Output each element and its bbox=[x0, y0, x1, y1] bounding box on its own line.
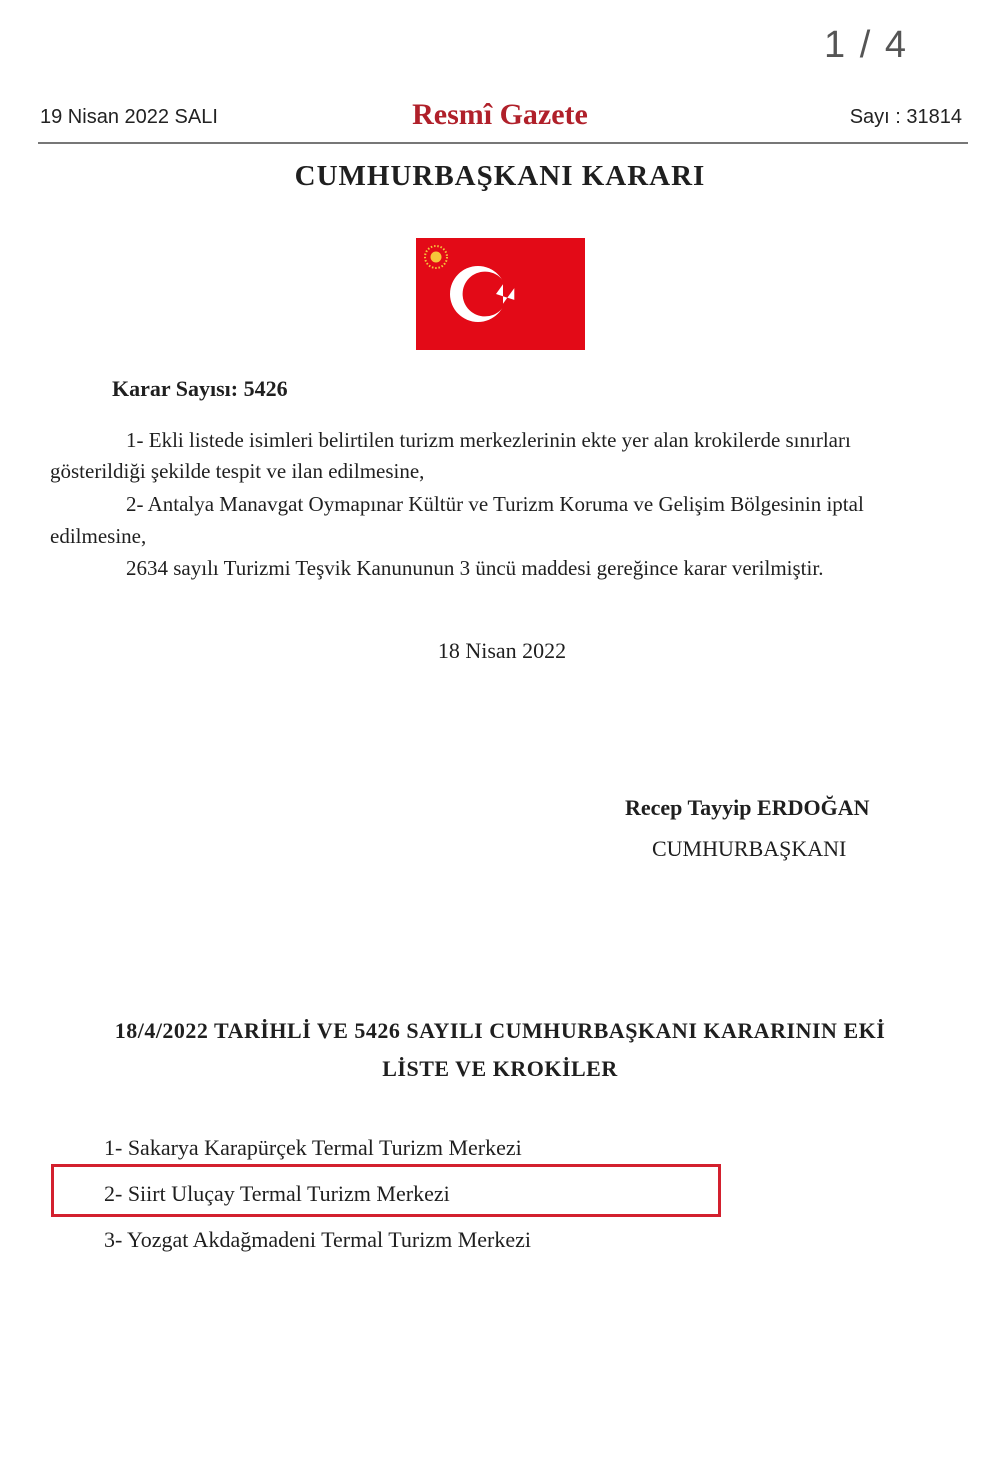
annex-title-line-2: LİSTE VE KROKİLER bbox=[382, 1056, 618, 1081]
signatory-title: CUMHURBAŞKANI bbox=[652, 836, 847, 861]
annex-list-item: 1- Sakarya Karapürçek Termal Turizm Merkezi bbox=[104, 1135, 522, 1160]
paragraph-3: 2634 sayılı Turizmi Teşvik Kanununun 3 üncü maddesi gereğince karar verilmiştir. bbox=[126, 556, 824, 580]
paragraph-2-line-2: edilmesine, bbox=[50, 524, 147, 548]
paragraph-2-line-1: 2- Antalya Manavgat Oymapınar Kültür ve Turizm Koruma ve Gelişim Bölgesinin iptal bbox=[126, 492, 864, 516]
annex-title-line-1: 18/4/2022 TARİHLİ VE 5426 SAYILI CUMHURBAŞKANI KARARININ EKİ bbox=[114, 1018, 886, 1043]
page-indicator: 1 / 4 bbox=[824, 24, 908, 66]
decision-number: Karar Sayısı: 5426 bbox=[112, 376, 288, 401]
gazette-masthead: Resmî Gazete bbox=[412, 98, 588, 131]
annex-list-item: 3- Yozgat Akdağmadeni Termal Turizm Merkezi bbox=[104, 1227, 531, 1252]
turkish-flag-icon bbox=[416, 238, 585, 350]
signatory-name: Recep Tayyip ERDOĞAN bbox=[625, 795, 870, 820]
annex-list-item: 2- Siirt Uluçay Termal Turizm Merkezi bbox=[104, 1181, 450, 1206]
highlight-box bbox=[51, 1164, 721, 1217]
gazette-date: 19 Nisan 2022 SALI bbox=[40, 106, 218, 128]
header-divider bbox=[38, 142, 968, 144]
paragraph-1-line-1: 1- Ekli listede isimleri belirtilen turizm merkezlerinin ekte yer alan krokilerde sınırları bbox=[126, 428, 851, 452]
decision-date: 18 Nisan 2022 bbox=[437, 638, 567, 663]
gazette-issue-number: Sayı : 31814 bbox=[849, 106, 962, 128]
paragraph-1-line-2: gösterildiği şekilde tespit ve ilan edilmesine, bbox=[50, 459, 425, 483]
document-title: CUMHURBAŞKANI KARARI bbox=[294, 160, 706, 192]
